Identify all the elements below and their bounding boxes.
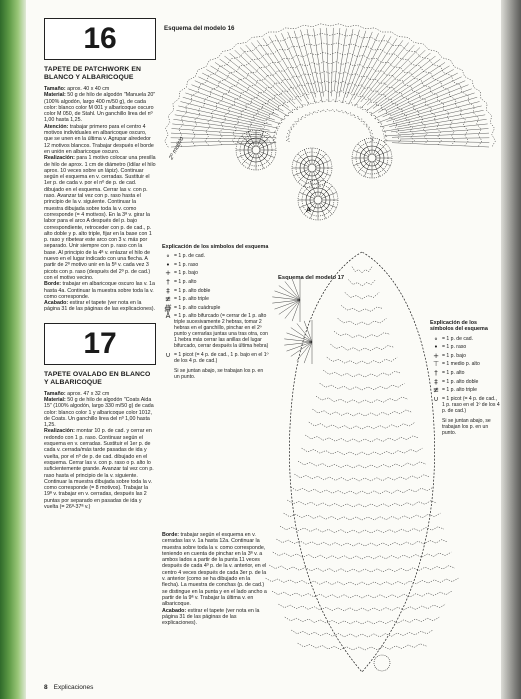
legend-17-row — [430, 344, 500, 350]
pattern-16-text: trabajar en albaricoque oscuro las v. 1a hasta 4a. Continuar la muestra sobre toda la v. como corresponde. — [44, 281, 155, 300]
diagram-17-fan-spoke — [304, 342, 312, 363]
diagram-16-rosette-spoke — [259, 136, 270, 147]
legend-16-description: = 1 p. de cad. — [174, 253, 206, 260]
pattern-16-lead: Borde: — [44, 281, 62, 288]
pattern-17-lead: Tamaño: — [44, 390, 66, 397]
diagram-16-stitch-spoke — [171, 133, 276, 138]
diagram-16-stitch-spoke — [354, 36, 391, 99]
diagram-17-fan-spoke — [292, 279, 300, 300]
stitch-symbol-icon: + — [165, 269, 171, 278]
diagram-16-rosette-spoke — [294, 170, 309, 176]
diagram-17-fan-spoke — [304, 321, 312, 342]
diagram-16-stitch-row — [192, 43, 469, 146]
diagram-16-stitch-spoke — [176, 110, 262, 127]
legend-17-row — [430, 353, 500, 359]
diagram-16-stitch-row — [178, 33, 482, 146]
diagram-16-stitch-spoke — [367, 45, 414, 98]
diagram-16-rosette-spoke — [316, 160, 331, 166]
pattern-17-border-text: trabajar según el esquema en v. cerradas las v. 1a hasta 12a. Continuar la muestra sobre toda la v. como corresponde, teniendo en cuenta de pinchar en la 3ª v. a ambos lados a partir de la punta 11 veces después de cada 4º p. de la v. anterior, en el centro 4 veces después de cada 3er p. de la v. anterior (como se ha dibujado en la flecha). La muestra de conchas (p. de cad.) se distingue en la punta y en el lado ancho a partir de la 9ª v. Trabajar la última v. en albaricoque. — [162, 532, 267, 608]
diagram-16-stitch-spoke — [392, 133, 489, 137]
pattern-17-number: 17 — [44, 323, 156, 365]
diagram-16-rosette-spoke — [374, 162, 380, 177]
diagram-16-stitch-spoke — [360, 38, 398, 95]
diagram-16-stitch-spoke — [275, 35, 309, 99]
stitch-symbol-icon: ∘ — [433, 334, 439, 343]
diagram-16-stitch-spoke — [172, 124, 260, 133]
diagram-17-stitch-row — [294, 474, 429, 481]
pattern-16-number: 16 — [44, 18, 156, 60]
diagram-16-stitch-spoke — [366, 56, 436, 112]
page-number: 8 — [44, 684, 48, 691]
diagram-16-stitch-spoke — [355, 40, 403, 106]
symbol-legend-16 — [162, 244, 270, 380]
diagram-16-rosette-spoke — [364, 140, 370, 155]
diagram-16-rosette-spoke — [248, 154, 254, 169]
diagram-16-rosette-ring — [368, 154, 376, 162]
diagram-16-rosette-spoke — [354, 150, 369, 156]
diagram-16-rosette-spoke — [300, 192, 315, 198]
pattern-17-border-paragraph — [162, 608, 268, 627]
legend-16-title: Explicación de los símbolos del esquema — [162, 244, 269, 250]
diagram-17-stitch-row — [330, 344, 393, 351]
diagram-17-stitch-row — [298, 643, 427, 650]
stitch-symbol-icon: ∪ — [433, 394, 439, 403]
diagram-16-stitch-spoke — [178, 106, 278, 128]
diagram-16-stitch-row — [286, 109, 374, 142]
legend-16-description: = 1 p. alto triple — [174, 296, 209, 303]
stitch-symbol-icon: † — [166, 278, 170, 287]
diagram-16-rosette-spoke — [238, 142, 253, 148]
diagram-16-rosette-spoke — [315, 154, 326, 165]
diagram-16-rosette-spoke — [242, 153, 253, 164]
page-footer — [44, 684, 93, 691]
legend-16-row — [162, 270, 270, 276]
diagram-16-rosette-spoke — [375, 144, 386, 155]
diagram-16-stitch-spoke — [349, 35, 385, 105]
legend-16-row — [162, 352, 270, 364]
legend-17-description: = 1 medio p. alto — [442, 361, 480, 368]
scheme-17-label-line: Esquema del modelo 17 — [278, 275, 345, 281]
diagram-16-rosette-spoke — [322, 202, 337, 208]
stitch-symbol-icon: • — [165, 260, 171, 269]
diagram-17-stitch-row — [320, 383, 405, 390]
legend-16-row — [162, 313, 270, 349]
legend-17-row — [430, 379, 500, 385]
diagram-16-stitch-row — [259, 90, 401, 143]
diagram-17-stitch-row — [334, 331, 390, 338]
diagram-16-stitch-spoke — [378, 89, 472, 123]
diagram-16-stitch-spoke — [381, 62, 445, 105]
section-name: Explicaciones — [53, 684, 94, 691]
arc-a-label: A — [306, 207, 312, 214]
diagram-16-rosette-spoke — [242, 136, 253, 147]
pattern-16-lead: Acabado: — [44, 300, 69, 307]
pattern-16-lead: Atención: — [44, 123, 69, 130]
diagram-17-fan-spoke — [292, 300, 300, 321]
diagram-16-rosette-spoke — [375, 161, 386, 172]
diagram-16-stitch-spoke — [202, 73, 274, 111]
diagram-16-stitch-spoke — [374, 53, 430, 102]
diagram-16-stitch-spoke — [230, 53, 286, 102]
diagram-16-rosette-spoke — [314, 150, 320, 165]
diagram-17-stitch-row — [276, 539, 447, 546]
diagram-16-stitch-spoke — [383, 115, 486, 132]
legend-16-row — [162, 288, 270, 294]
diagram-16-rosette-spoke — [321, 203, 332, 214]
diagram-16-stitch-spoke — [294, 31, 316, 98]
diagram-16-rosette-spoke — [321, 186, 332, 197]
stitch-symbol-icon: ≢ — [433, 386, 439, 395]
diagram-17-stitch-row — [291, 487, 433, 494]
legend-16-description: = 1 p. raso — [174, 261, 199, 268]
diagram-16-rosette-spoke — [294, 160, 309, 166]
diagram-17-stitch-row — [272, 591, 452, 598]
diagram-16-rosette-spoke — [320, 204, 326, 219]
stitch-symbol-icon: ‡ — [166, 286, 170, 295]
diagram-16-rosette-spoke — [310, 204, 316, 219]
diagram-16-stitch-spoke — [400, 124, 488, 133]
diagram-17-stitch-row — [298, 461, 426, 468]
diagram-16-stitch-row — [165, 24, 496, 147]
diagram-17-stitch-row — [345, 292, 379, 299]
legend-16-note: Si se juntan abajo, se trabajan los p. en un punto. — [174, 368, 264, 381]
legend-16-description: = 1 p. alto cuádruple — [174, 304, 221, 311]
pattern-16-text: estirar el tapete (ver nota en la página 31 de las páginas de las explicaciones). — [44, 300, 156, 313]
diagram-16-rosette-spoke — [358, 144, 369, 155]
diagram-16-rosette-spoke — [322, 192, 337, 198]
pattern-17-border-paragraph — [162, 532, 268, 608]
pattern-16-text: 50 g de hilo de algodón "Manuela 20" (100% algodón, largo 400 m/50 g), de cada color: blanco color M 001 y albaricoque oscuro color M 050, de Stahl. Un ganchillo lirea del nº 1,00 hasta 1,25. — [44, 92, 156, 124]
stitch-symbol-icon: Å — [165, 312, 171, 321]
stitch-symbol-icon: † — [434, 368, 438, 377]
diagram-16-stitch-spoke — [342, 31, 366, 103]
legend-17-description: = 1 p. alto triple — [442, 387, 477, 394]
diagram-16-rosette-spoke — [354, 160, 369, 166]
diagram-17-stitch-row — [352, 267, 372, 273]
diagram-16-stitch-spoke — [263, 38, 301, 95]
diagram-17-start-ring — [374, 655, 390, 671]
diagram-16-rosette-spoke — [238, 152, 253, 158]
diagram-16-stitch-spoke — [398, 110, 484, 127]
diagram-16-stitch-spoke — [225, 56, 289, 107]
diagram-17-stitch-row — [273, 552, 451, 559]
diagram-16-stitch-row — [205, 52, 455, 145]
diagram-16-rosette-spoke — [304, 150, 310, 165]
diagram-16-stitch-spoke — [336, 29, 347, 103]
legend-16-row — [162, 305, 270, 311]
diagram-16-rosette-spoke — [316, 170, 331, 176]
stitch-symbol-icon: ∰ — [164, 303, 172, 312]
diagram-16-rosette-spoke — [304, 186, 315, 197]
legend-17-row — [430, 396, 500, 414]
diagram-17-stitch-row — [291, 630, 433, 637]
stitch-symbol-icon: ∪ — [165, 351, 171, 360]
diagram-16-rosette-spoke — [376, 160, 391, 166]
diagram-16-stitch-spoke — [381, 102, 480, 127]
pattern-17-lead: Material: — [44, 396, 66, 403]
pattern-17-border-lead: Acabado: — [162, 607, 187, 614]
diagram-16-stitch-spoke — [327, 28, 329, 102]
legend-16-row — [162, 296, 270, 302]
diagram-16-stitch-spoke — [334, 28, 340, 91]
diagram-16-rosette-spoke — [258, 154, 264, 169]
diagram-16-stitch-spoke — [215, 62, 279, 105]
legend-17-description: = 1 picot (= 4 p. de cad., 1 p. raso en el 1º de los 4 p. de cad.) — [442, 395, 500, 414]
diagram-17-stitch-row — [348, 280, 375, 287]
diagram-17-stitch-row — [323, 370, 401, 377]
diagram-16-stitch-spoke — [240, 48, 295, 104]
pattern-17-border-instructions — [162, 532, 268, 626]
pattern-17-title: TAPETE OVALADO EN BLANCO Y ALBARICOQUE — [44, 370, 151, 386]
diagram-16-rosette-spoke — [376, 150, 391, 156]
diagram-16-rosette-spoke — [364, 162, 370, 177]
second-motif-label: 2º motivo — [168, 136, 186, 161]
diagram-16-rosette-spoke — [260, 142, 275, 148]
crochet-diagram-16 — [165, 24, 496, 220]
stitch-symbol-icon: + — [433, 351, 439, 360]
diagram-16-stitch-spoke — [343, 30, 360, 92]
crochet-diagram-17 — [266, 252, 459, 672]
diagram-16-rosette-spoke — [358, 161, 369, 172]
legend-17-description: = 1 p. alto — [442, 369, 465, 376]
diagram-17-stitch-row — [269, 565, 455, 572]
pattern-16-title: TAPETE DE PATCHWORK EN BLANCO Y ALBARICOQUE — [44, 66, 141, 81]
diagram-16-rosette-spoke — [315, 171, 326, 182]
diagram-17-stitch-row — [309, 422, 415, 429]
diagram-16-stitch-spoke — [373, 59, 440, 108]
stitch-symbol-icon: ≢ — [165, 295, 171, 304]
legend-17-row — [430, 361, 500, 367]
diagram-16-stitch-spoke — [211, 66, 284, 111]
diagram-17-stitch-row — [327, 357, 397, 364]
pattern-16-text: aprox. 40 x 40 cm — [65, 86, 110, 92]
diagram-16-rosette-spoke — [320, 182, 326, 197]
diagram-16-rosette-ring — [314, 196, 322, 204]
diagram-16-stitch-spoke — [384, 129, 489, 137]
diagram-16-rosette-spoke — [260, 152, 275, 158]
legend-16-description: = 1 p. bajo — [174, 270, 198, 277]
diagram-16-stitch-spoke — [175, 115, 270, 130]
pattern-17-border-text: estirar el tapete (ver nota en la página 31 de las páginas de las explicaciones). — [162, 607, 260, 627]
legend-17-description: = 1 p. raso — [442, 344, 467, 351]
legend-17-row — [430, 336, 500, 342]
symbol-legend-17 — [430, 320, 500, 436]
legend-16-description: = 1 picot (= 4 p. de cad., 1 p. bajo en el 1º de los 4 p. de cad.) — [174, 352, 269, 365]
legend-17-note: Si se juntan abajo, se trabajan los p. en un punto. — [442, 417, 491, 436]
diagram-17-stitch-row — [278, 604, 445, 611]
diagram-17-stitch-row — [280, 526, 444, 533]
diagram-17-stitch-row — [302, 448, 423, 455]
diagram-16-stitch-spoke — [246, 45, 293, 98]
stitch-symbol-icon: ∘ — [165, 252, 171, 261]
diagram-16-stitch-row — [246, 81, 415, 144]
diagram-16-stitch-row — [232, 71, 428, 144]
diagram-16-rosette-spoke — [298, 171, 309, 182]
legend-17-row — [430, 387, 500, 393]
pattern-16-lead: Realización: — [44, 155, 75, 162]
diagram-16-stitch-row — [273, 100, 388, 143]
legend-17-row — [430, 370, 500, 376]
diagram-17-stitch-row — [266, 578, 459, 585]
diagram-16-stitch-spoke — [392, 143, 489, 147]
legend-17-description: = 1 p. de cad. — [442, 335, 474, 342]
diagram-17-outline — [289, 252, 434, 672]
diagram-16-rosette-ring — [308, 164, 316, 172]
diagram-16-stitch-spoke — [361, 43, 409, 103]
diagram-16-stitch-spoke — [301, 30, 318, 92]
stitch-symbol-icon: ‡ — [434, 377, 438, 386]
legend-16-description: = 1 p. alto doble — [174, 287, 211, 294]
diagram-16-stitch-spoke — [384, 141, 489, 143]
stitch-symbol-icon: • — [433, 343, 439, 352]
legend-17-description: = 1 p. alto doble — [442, 378, 479, 385]
diagram-16-rosette-spoke — [259, 153, 270, 164]
diagram-16-rosette-spoke — [374, 140, 380, 155]
diagram-17-stitch-row — [284, 513, 441, 520]
legend-16-row — [162, 262, 270, 268]
diagram-16-rosette-ring — [252, 146, 260, 154]
diagram-17-stitch-row — [285, 617, 439, 624]
diagram-17-stitch-row — [341, 305, 383, 312]
diagram-17-stitch-row — [312, 409, 411, 416]
pattern-17-text: aprox. 47 x 32 cm — [65, 390, 110, 397]
legend-16-description: = 1 p. alto — [174, 279, 197, 286]
pattern-17-border-lead: Borde: — [162, 532, 180, 538]
diagram-17-stitch-row — [305, 435, 419, 442]
diagram-16-stitch-spoke — [320, 28, 326, 91]
pattern-16-lead: Material: — [44, 92, 66, 99]
diagram-16-stitch-spoke — [172, 129, 269, 136]
diagram-16-stitch-spoke — [383, 81, 466, 117]
diagram-17-stitch-row — [287, 500, 437, 507]
scheme-16-label: Esquema del modelo 16 — [164, 25, 235, 32]
diagram-16-stitch-spoke — [386, 73, 458, 111]
diagram-16-stitch-spoke — [281, 33, 308, 93]
diagram-16-stitch-spoke — [269, 36, 309, 105]
pattern-17-lead: Realización: — [44, 428, 75, 435]
diagram-16-stitch-spoke — [400, 138, 489, 139]
pattern-16-text: para 1 motivo colocar una presilla de hilo de aprox. 1 cm de diámetro (ídilar el hilo aprox. 10 veces sobre un lápiz). Continuar según el esquema en v. cerradas. Sustituir el 1er p. de cada v. por el nº de p. de cad. dibujado en el esquema. Cerrar las v. con p. raso. Avanzar tal vez con p. raso hasta el principio de la v. siguiente. Continuar la muestra dibujada sobre toda la v. como corresponde (= 4 motivos). En la 3ª v. girar la labor para el arco A después del p. bajo correspondiente, retroceder con p. de cad., p. alto doble y p. alto triple, fijar en la base con 1 p. raso y ribetear este arco con 3 v. más por separado. Unir siempre con p. raso con la base. Al principio de la 4ª v. enlazar el hilo de nuevo en el lugar indicado con una flecha. A partir de 2º motivo unir en la 5ª v. cada vez 3 picots con p. raso (después del 2º p. de cad.) con el motivo vecino. — [44, 155, 156, 281]
legend-17-description: = 1 p. bajo — [442, 352, 466, 359]
legend-16-row — [162, 253, 270, 259]
diagram-16-stitch-spoke — [307, 29, 322, 102]
pattern-17-text: 50 g de hilo de algodón "Coats Aida 15" (100% algodón, largo 330 m/50 g) de cada color: blanco color 1 y albaricoque color 1012, de Coats. Un ganchillo lirea del nº 1,00 hasta 1,25. — [44, 396, 154, 429]
pattern-16-text: trabajar primero para el centro 4 motivos individuales en albaricoque oscuro, que se unen en la última v. Agrupar alrededor 12 motivos blancos. Trabajar después el borde en unión en albaricoque oscuro. — [44, 123, 154, 155]
diagram-16-stitch-spoke — [198, 77, 278, 116]
pattern-16-lead: Tamaño: — [44, 86, 66, 92]
diagram-17-stitch-row — [338, 318, 387, 325]
diagram-16-stitch-spoke — [331, 28, 333, 96]
legend-17-title: Explicación de los símbolos del esquema — [430, 320, 488, 333]
diagram-16-rosette-spoke — [310, 182, 316, 197]
diagram-16-stitch-row — [219, 62, 442, 145]
diagram-16-rosette-spoke — [298, 154, 309, 165]
legend-16-description: = 1 p. alto bifurcado (= cerrar de 1 p. alto triple sucesivamente 2 hebras, tomar 2 hebras en el ganchillo, pinchar en el 2º punto y cerrarlas juntas una tras otra, con 1 hebra más cerrar las anillas del lugar bifurcado, cerrar después la última hebra) — [174, 313, 269, 350]
diagram-16-stitch-spoke — [378, 69, 454, 112]
legend-16-row — [162, 279, 270, 285]
pattern-17-text: montar 10 p. de cad. y cerrar en redondo con 1 p. raso. Continuar según el esquema en v. cerradas. Sustituir el 1er p. de cada v. cerrada/más tarde pasadas de ida y vuelta, por el nº de p. de cad. dibujado en el esquema. Cerrar las v. con p. raso o p. alto lo suficientemente grande. Avanzar tal vez con p. raso hasta el principio de la v. siguiente. Continuar la muestra dibujada sobre toda la v. como corresponde (= 8 motivos). Trabajar la 19ª v. trabajar en v. cerradas, después las 2 puntas por separado en pasadas de ida y vuelta (= 26ª-37ª v.) — [44, 428, 154, 511]
stitch-symbol-icon: ⊤ — [432, 360, 440, 369]
diagram-17-stitch-row — [316, 396, 408, 403]
